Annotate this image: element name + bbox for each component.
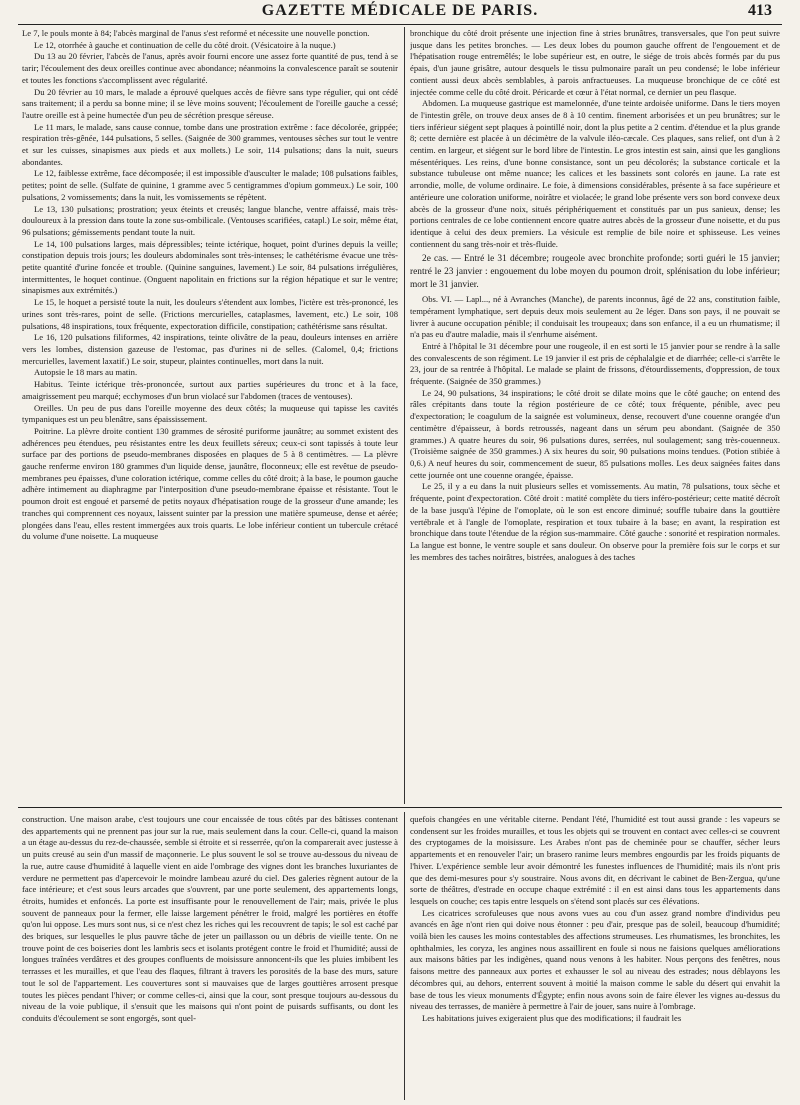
column-top-left (22, 28, 398, 805)
running-title: GAZETTE MÉDICALE DE PARIS. (261, 2, 539, 19)
page-number: 413 (748, 2, 772, 19)
paragraph: Du 20 février au 10 mars, le malade a éprouvé quelques accès de fièvre sans type régulier, qui ont cédé sans traitement; il a perdu sa bonne mine; il se lève moins souvent; l'écoulement de l'oreille gauche a cessé; l'autre oreille est à peine humectée d'un peu de sécrétion presque séreuse. (22, 86, 398, 120)
paragraph: construction. Une maison arabe, c'est toujours une cour encaissée de tous côtés par des bâtisses contenant des appartements qui ne prennent pas jour sur la rue, mais seulement dans la cour. Celle-ci, quand la maison a un étage au-dessus du rez-de-chaussée, semble si étroite et si resserrée, qu'on la comparerait avec justesse à un puits creusé au sein d'un massif de maçonnerie. Le plus souvent le sol se trouve au-dessous du niveau de la rue, autre cause d'humidité à laquelle vient en aide l'ombrage des vignes dont les branches luxuriantes de verdure ne permettent pas d'apercevoir le moindre lambeau azuré du ciel. Des galeries règnent autour de la face intérieure; et c'est sous leurs arcades que s'ouvrent, par une porte seulement, des appartements longs, étroits, humides et enfoncés. La porte est insuffisante pour le renouvellement de l'air; mais, privée le plus souvent de panneaux pour la fermer, elle laisse largement pénétrer le froid, malgré les portières en étoffe qu'on lui oppose. Les murs sont nus, si ce n'est chez les riches qui les recouvrent de tapis; le sol est caché par des briques, sur lesquelles le plus pauvre tâche de jeter un paillasson ou un débris de vieille tente. On ne trouve point de ces boiseries dont les lambris secs et isolants protégent contre le froid et l'humidité; aussi de longues traînées verdâtres et des groupes confluents de moisissure annoncent-ils que les pluies imbibent les terrasses et les murailles, et que l'eau des flaques, filtrant à travers les porosités de la base des murs, sature tout le sol de l'appartement. Les couvertures sont si mauvaises que de larges gouttières arrosent presque toutes les pièces pendant l'hiver; or comme celles-ci, ainsi que la cour, sont presque toujours au-dessous du niveau de la voie publique, il s'ensuit que les maisons qui n'ont point de puisards suffisants, ou dont les conduits d'écoulement se sont engorgés, sont quel- (22, 814, 398, 1023)
section-rule (18, 807, 782, 808)
header-rule (18, 24, 782, 25)
column-divider-bottom (404, 812, 405, 1100)
paragraph: Le 12, otorrhée à gauche et continuation de celle du côté droit. (Vésicatoire à la nuque.) (34, 39, 336, 50)
paragraph: Entré à l'hôpital le 31 décembre pour une rougeole, il en est sorti le 15 janvier pour se rendre à la salle des convalescents de son régiment. Le 19 janvier il est pris de céphalalgie et de diarrhée; celle-ci s'arrête le 23, jour de sa rentrée à l'hôpital. Le malade se plaint de frissons, d'étourdissements, d'oppression, de toux fréquente. (Saignée de 350 grammes.) (410, 340, 780, 387)
paragraph: Le 15, le hoquet a persisté toute la nuit, les douleurs s'étendent aux lombes, l'ictère est très-prononcé, les urines sont très-rares, point de selle. (Frictions mercurielles, cataplasmes, lavement, etc.) Le soir, 108 pulsations, 48 inspirations, toux fréquente, expectoration difficile, constipation; cathétérisme sans résultat. (22, 297, 398, 331)
paragraph: quefois changées en une véritable citerne. Pendant l'été, l'humidité est tout aussi grande : les vapeurs se condensent sur les froides murailles, et tous les objets qui se trouvent en contact avec celles-ci se couvrent des cryptogames de la moisissure. Les Arabes n'ont pas de cheminée pour se chauffer, sécher leurs appartements et en renouveler l'air; un brasero ranime leurs membres engourdis par les froids piquants de l'hiver. L'expérience semble leur avoir démontré les funestes influences de l'humidité; mais ils n'ont pris que des demi-mesures pour s'y soustraire. Nous avons dit, en décrivant le cabinet de Ben-Zergua, qu'une sorte de théâtres, d'estrade en occupe chaque extrémité : il en est ainsi dans tous les appartements dans lesquels on couche; ces tapis entre lesquels on s'étend sont placés sur ces élévations. (410, 814, 780, 906)
paragraph: Les cicatrices scrofuleuses que nous avons vues au cou d'un assez grand nombre d'individus peu avancés en âge n'ont rien qui doive nous étonner : peu d'air, presque pas de soleil, beaucoup d'humidité; voilà bien les causes les moins contestables des affections strumeuses. Les rhumatismes, les bronchites, les ophthalmies, les coryza, les angines nous assaillirent en foule si nous ne faisions quelques améliorations aux maisons bâties par les indigènes, quand nous venons à les habiter. Nous perçons des fenêtres, nous faisons mettre des panneaux aux portes et exhausser le sol au niveau des estrades; nous déblayons les décombres qui, au dehors, enterrent souvent à moitié la maison comme le sable du désert qui envahit la base de tous les vieux monuments d'Égypte; enfin nous avons soin de faire élever les vignes au-dessus du niveau des terrasses, de manière à permettre à l'air de jouer, sans nuire à l'ombrage. (410, 907, 780, 1012)
column-bottom-right (410, 814, 780, 1099)
column-divider-top (404, 27, 405, 804)
paragraph: Le 7, le pouls monte à 84; l'abcès marginal de l'anus s'est reformé et nécessite une nouvelle ponction. (22, 28, 370, 38)
paragraph: Le 24, 90 pulsations, 34 inspirations; le côté droit se dilate moins que le côté gauche; on entend des râles crépitants dans toute la région postérieure de ce côté; toux fréquente, pénible, avec peu d'expectoration; le coagulum de la saignée est volumineux, dense, recouvert d'une couenne orangée d'un centimètre d'épaisseur, à bords retroussés, nageant dans un sérum peu abondant. (Saignée de 350 grammes.) A quatre heures du soir, 96 pulsations dures, serrées, nul soulagement; sang très-couenneux. (Troisième saignée de 350 grammes.) A six heures du soir, 90 pulsations moins tendues. (Potion stibiée à 0,6.) A neuf heures du soir, commencement de sueur, 85 pulsations molles. Les deux saignées faites dans cette journée ont une couenne orangée, épaisse. (410, 387, 780, 480)
paragraph-abdomen: Abdomen. La muqueuse gastrique est mamelonnée, d'une teinte ardoisée uniforme. Dans le tiers moyen de l'intestin grêle, on trouve deux anses de 8 à 10 centim. finement arborisées et un peu brunâtres; sur le tiers inférieur siégent sept plaques à pointillé noir, dont la plus petite a 2 centim. d'étendue et la plus grande 8; cette dernière est placée à un décimètre de la valvule iléo-cæcale. Ces plaques, sans relief, ont d'un à 2 centim. en largeur, et siégent sur le bord libre de l'intestin. Le gros intestin est sain, ainsi que les ganglions mésentériques. Les reins, d'une bonne consistance, sont un peu décolorés; la substance corticale et la substance tubuleuse ont même nuance; les calices et les bassinets sont colorés en jaune. La rate est arrondie, molle, de volume ordinaire. Le foie, à dimensions considérables, présente à sa face supérieure et antérieure une coloration uniforme, noirâtre et violacée; le grand lobe présente vers son bord convexe deux abcès de la grosseur d'une noix, situés périphériquement et constitués par un pus sanieux, dense; les portions centrales de ce lobe contiennent encore quatre autres abcès de la grosseur d'une noisette, et du pus identique à celui des deux premiers. La vésicule est remplie de bile noire et sphisseuse. Les veines contiennent du sang très-noir et très-fluide. (410, 98, 780, 249)
paragraph: bronchique du côté droit présente une injection fine à stries brunâtres, transversales, que l'on peut suivre jusque dans les petites bronches. — Les deux lobes du poumon gauche offrent de l'engouement et de l'hépatisation rouge entremêlés; le lobe supérieur est, en outre, le siége de trois abcès formés par du pus épais, d'un jaune grisâtre, autour desquels le tissu pulmonaire paraît un peu condensé; le lobe inférieur contient aussi deux abcès semblables, à parois anfractueuses. La muqueuse bronchique de ce côté est injectée comme celle du côté droit. Péricarde et cœur à l'état normal, ce dernier un peu flasque. (410, 28, 780, 97)
paragraph: Le 14, 100 pulsations larges, mais dépressibles; teinte ictérique, hoquet, point d'urines depuis la veille; constipation depuis trois jours; les douleurs abdominales sont très-intenses; le cathétérisme évacue une très-petite quantité d'urine foncée et trouble. (Quinine sanguines, lavement.) Le soir, 84 pulsations irrégulières, intermittentes, le hoquet continue. (Onguent napolitain en frictions sur la région hépatique et sur le ventre; sinapismes aux extrémités.) (22, 238, 398, 296)
paragraph: Les habitations juives exigeraient plus que des modifications; il faudrait les (422, 1012, 682, 1023)
paragraph-oreilles: Oreilles. Un peu de pus dans l'oreille moyenne des deux côtés; la muqueuse qui tapisse les cavités tympaniques est un peu blenâtre, sans épaississement. (22, 402, 398, 425)
paragraph-habitus: Habitus. Teinte ictérique très-prononcée, surtout aux parties supérieures du tronc et à la face, amaigrissement peu marqué; ecchymoses d'un brun violacé sur l'abdomen (traces de ventouses). (22, 379, 398, 401)
paragraph: Le 12, faiblesse extrême, face décomposée; il est impossible d'ausculter le malade; 108 pulsations faibles, petites; point de selle. (Sulfate de quinine, 1 gramme avec 5 centigrammes d'opium gommeux.) Le soir, 100 pulsations, 2 vomissements; dans la nuit, les vomissements se répètent. (22, 168, 398, 202)
column-top-right (410, 28, 780, 805)
paragraph: Le 13, 130 pulsations; prostration; yeux éteints et creusés; langue blanche, ventre affaissé, mais très-douloureux à la pression dans toute la zone sus-ombilicale. (Ventouses scarifiées, catapl.) Le soir, même état, 96 pulsations; gémissements pendant toute la nuit. (22, 203, 398, 237)
paragraph: Le 16, 120 pulsations filiformes, 42 inspirations, teinte olivâtre de la peau, douleurs intenses en arrière vers les lombes, distension gazeuse de l'estomac, pas d'urines ni de selles. (Calomel, 0,4; frictions mercurielles, lavement laxatif.) Le soir, stupeur, plaintes continuelles, mort dans la nuit. (22, 332, 398, 366)
column-bottom-left (22, 814, 398, 1099)
paragraph-poitrine: Poitrine. La plèvre droite contient 130 grammes de sérosité puriforme jaunâtre; au sommet existent des adhérences peu étendues, peu résistantes entre les deux feuillets séreux; ceux-ci sont tapissés à toute leur surface par des portions de pseudo-membranes disposées en plaques de 5 à 8 centimètres. — La plèvre gauche renferme environ 180 grammes d'un liquide dense, jaunâtre, floconneux; elle est revêtue de pseudo-membranes peu épaisses, d'une coloration ictérique, comme celles du côté droit; à la base, le poumon gauche adhère intimement au diaphragme par l'interposition d'une pseudo-membrane épaisse et résistante. Tout le poumon droit est engoué et parsemé de petits noyaux d'hépatisation rouge de la grosseur d'une amande; les tranches qui comprennent ces noyaux, laissent suinter par la pression une matière spumeuse, dense et aérée; plongées dans l'eau, elles restent immergées aux trois quarts. Le lobe inférieur contient un tubercule crétacé du volume d'une noisette. La muqueuse (22, 425, 398, 542)
paragraph: Le 11 mars, le malade, sans cause connue, tombe dans une prostration extrême : face décolorée, grippée; respiration très-gênée, 144 pulsations, 5 selles. (Saignée de 300 grammes, ventouses sèches sur tout le ventre et sur les cuisses, sinapismes aux pieds et aux mollets.) Le soir, 114 pulsations; dans la nuit, sueurs abondantes. (22, 121, 398, 167)
observation-heading: Obs. VI. — Lapl..., né à Avranches (Manche), de parents inconnus, âgé de 22 ans, constitution faible, tempérament lymphatique, sert depuis deux mois seulement au 2e léger. Dans son pays, il ne pouvait se livrer à aucune occupation pénible; il conduisait les troupeaux; dans son enfance, il a eu un rhumatisme; il n'a pas eu d'autre maladie, mais il s'enrhume aisément. (410, 294, 780, 340)
paragraph: Du 13 au 20 février, l'abcès de l'anus, après avoir fourni encore une assez forte quantité de pus, tend à se tarir; l'écoulement des deux oreilles continue avec abondance; néanmoins la convalescence paraît se soutenir et toutes les fonctions s'accomplissent avec régularité. (22, 51, 398, 85)
section-heading-autopsie: Autopsie le 18 mars au matin. (34, 367, 138, 378)
page-header (0, 0, 800, 24)
case-summary: 2e cas. — Entré le 31 décembre; rougeole avec bronchite profonde; sorti guéri le 15 janvier; rentré le 23 janvier : engouement du lobe moyen du poumon droit, splénisation du lobe inférieur; mort le 31 janvier. (410, 254, 780, 290)
paragraph: Le 25, il y a eu dans la nuit plusieurs selles et vomissements. Au matin, 78 pulsations, toux sèche et fréquente, point d'expectoration. Côté droit : matité complète du tiers inféro-postérieur; cette matité décroît de la base jusqu'à l'épine de l'omoplate, où le son est encore diminué; souffle tubaire dans la gouttière vertébrale et à l'angle de l'omoplate, respiration et toux tubaire à la base; en avant, la respiration est bronchique dans toute l'étendue de la région sus-mammaire. Côté gauche : sonorité et respiration normales. La langue est bonne, le ventre souple et sans douleur. On observe pour la première fois sur le corps et sur les membres des taches noirâtres, bistrées, analogues à des taches (410, 481, 780, 562)
